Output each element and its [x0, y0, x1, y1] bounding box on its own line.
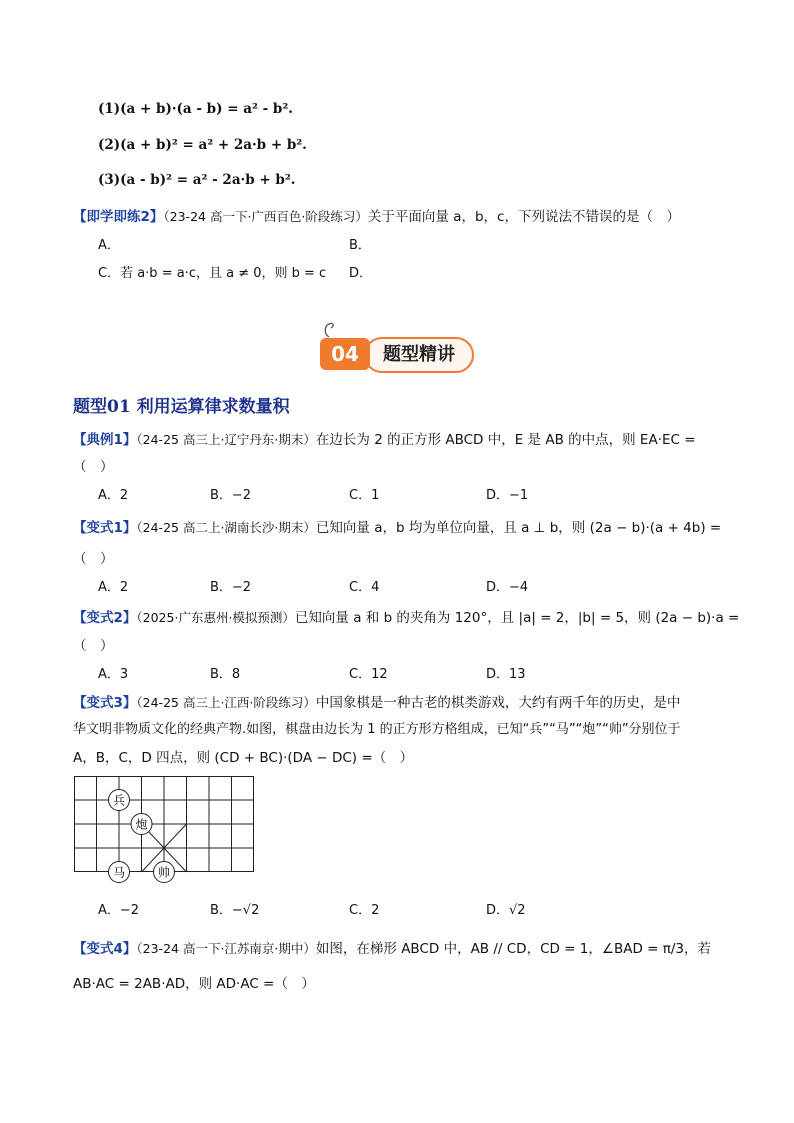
example1-question [73, 428, 696, 448]
practice2-tag: 【即学即练2】 [73, 209, 164, 225]
variant1-question [73, 516, 721, 536]
variant2-text: 已知向量 a 和 b 的夹角为 120°，且 |a| = 2，|b| = 5，则 (2a − b)·a = [294, 610, 740, 626]
variant2-option-b: B．8 [210, 667, 241, 682]
variant3-tag: 【变式3】 [73, 695, 137, 711]
variant3-question-line3: A，B，C，D 四点，则 (CD + BC)·(DA − DC) =（ ） [73, 750, 414, 766]
variant4-source: （23-24 高一下·江苏南京·期中） [136, 941, 316, 956]
variant2-blank: （ ） [73, 638, 114, 654]
variant1-tag: 【变式1】 [73, 520, 137, 536]
variant1-text: 已知向量 a，b 均为单位向量，且 a ⊥ b，则 (2a − b)·(a + 4b) = [315, 520, 722, 536]
variant4-question-line1 [73, 937, 711, 957]
practice2-question [73, 205, 680, 225]
practice2-option-b: B． [349, 238, 371, 253]
svg-text:帅: 帅 [157, 865, 171, 880]
variant1-option-c: C．4 [349, 580, 380, 595]
variant4-text1: 如图，在梯形 ABCD 中，AB // CD，CD = 1，∠BAD = π/3，若 [315, 941, 712, 957]
example1-source: （24-25 高三上·辽宁丹东·期末） [136, 432, 316, 447]
example1-option-c: C．1 [349, 488, 380, 503]
svg-text:马: 马 [112, 865, 126, 880]
practice2-option-c: C．若 a·b = a·c，且 a ≠ 0，则 b = c [98, 266, 327, 281]
variant2-option-d: D．13 [486, 667, 526, 682]
practice2-option-d: D． [349, 266, 373, 281]
example1-tag: 【典例1】 [73, 432, 137, 448]
example1-option-a: A．2 [98, 488, 129, 503]
variant2-source: （2025·广东惠州·模拟预测） [136, 610, 295, 625]
variant1-source: （24-25 高二上·湖南长沙·期末） [136, 520, 316, 535]
piece-ma [109, 862, 130, 883]
variant3-option-a: A．−2 [98, 903, 140, 918]
variant2-option-c: C．12 [349, 667, 388, 682]
piece-shuai [154, 862, 175, 883]
variant3-option-b: B．−√2 [210, 903, 260, 918]
section-heading: 题型01 利用运算律求数量积 [73, 397, 290, 417]
formula-1: (1)(a + b)·(a - b) = a² - b². [98, 101, 293, 117]
variant1-blank: （ ） [73, 551, 114, 567]
example1-option-d: D．−1 [486, 488, 529, 503]
variant2-option-a: A．3 [98, 667, 129, 682]
formula-3: (3)(a - b)² = a² - 2a·b + b². [98, 172, 296, 188]
variant3-question-line1 [73, 691, 680, 711]
practice2-source: （23-24 高一下·广西百色·阶段练习） [163, 209, 368, 224]
variant2-tag: 【变式2】 [73, 610, 137, 626]
example1-text: 在边长为 2 的正方形 ABCD 中，E 是 AB 的中点，则 EA·EC = [315, 432, 696, 448]
practice2-option-a: A． [98, 238, 120, 253]
example1-option-b: B．−2 [210, 488, 252, 503]
variant4-question-line2: AB·AC = 2AB·AD，则 AD·AC =（ ） [73, 976, 315, 992]
practice2-text: 关于平面向量 a，b，c，下列说法不错误的是（ ） [367, 209, 680, 225]
variant2-question [73, 606, 739, 626]
hook-icon [322, 320, 336, 338]
piece-pao [131, 814, 152, 835]
piece-bing [109, 790, 130, 811]
variant1-option-a: A．2 [98, 580, 129, 595]
variant4-tag: 【变式4】 [73, 941, 137, 957]
svg-text:炮: 炮 [135, 817, 148, 832]
banner-number: 04 [320, 338, 370, 370]
variant3-option-c: C．2 [349, 903, 380, 918]
chessboard-figure [74, 776, 254, 880]
variant1-option-b: B．−2 [210, 580, 252, 595]
variant3-option-d: D．√2 [486, 903, 526, 918]
variant1-option-d: D．−4 [486, 580, 529, 595]
variant3-source: （24-25 高三上·江西·阶段练习） [136, 695, 316, 710]
example1-blank: （ ） [73, 459, 114, 475]
variant3-text1: 中国象棋是一种古老的棋类游戏，大约有两千年的历史，是中 [315, 695, 681, 711]
variant3-question-line2: 华文明非物质文化的经典产物.如图，棋盘由边长为 1 的正方形方格组成，已知“兵”“马”“炮”“帅”分别位于 [73, 722, 681, 737]
banner-title: 题型精讲 [364, 337, 474, 373]
section-banner [320, 334, 472, 374]
svg-text:兵: 兵 [112, 793, 126, 808]
formula-2: (2)(a + b)² = a² + 2a·b + b². [98, 137, 307, 153]
